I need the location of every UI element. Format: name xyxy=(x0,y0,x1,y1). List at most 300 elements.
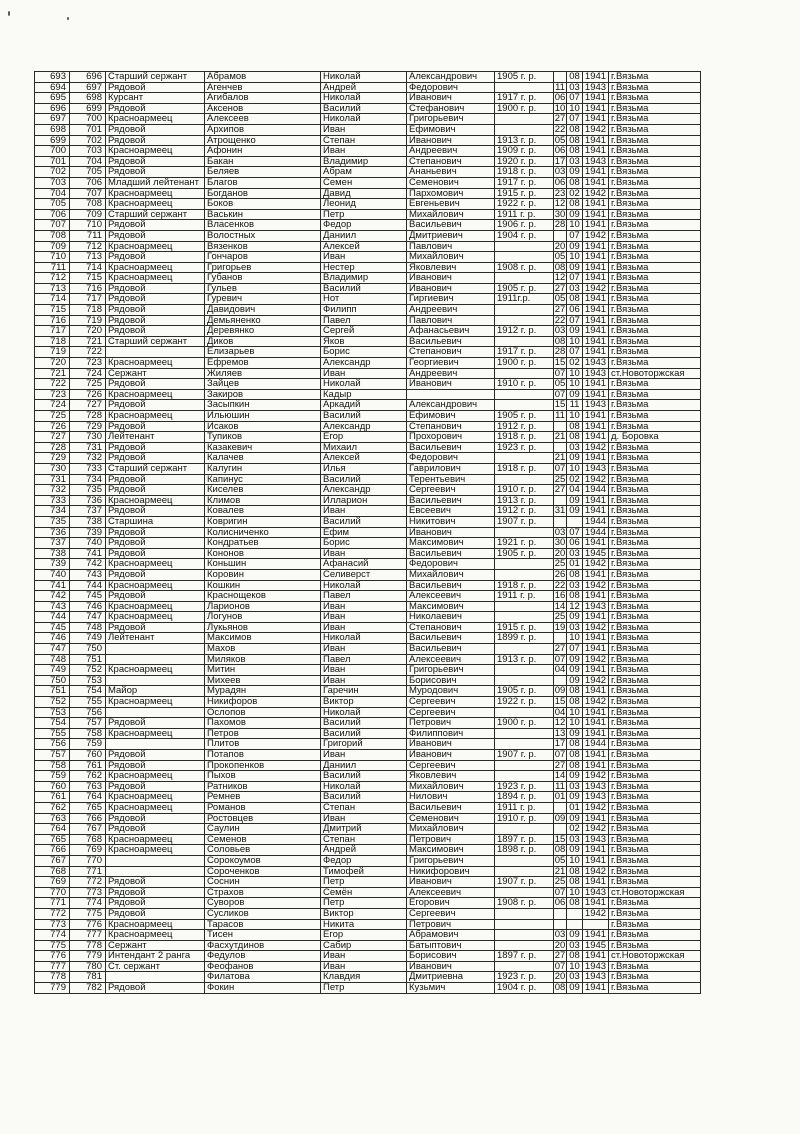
rank-cell: Рядовой xyxy=(106,326,205,337)
burial-place-cell: г.Вязьма xyxy=(609,389,701,400)
first-name-cell: Василий xyxy=(321,516,407,527)
surname-cell: Колисниченко xyxy=(205,527,321,538)
burial-register-table xyxy=(34,71,701,994)
table-row xyxy=(35,802,701,813)
surname-cell: Фокин xyxy=(205,983,321,994)
surname-cell: Ковалев xyxy=(205,506,321,517)
death-day-cell: 25 xyxy=(554,474,566,485)
list-number-cell: 709 xyxy=(70,209,106,220)
first-name-cell: Петр xyxy=(321,209,407,220)
table-row xyxy=(35,135,701,146)
surname-cell: Волостных xyxy=(205,230,321,241)
patronymic-cell: Гаврилович xyxy=(407,463,495,474)
table-row xyxy=(35,559,701,570)
record-number-cell: 731 xyxy=(35,474,70,485)
death-month-cell: 02 xyxy=(567,358,583,369)
death-year-cell: 1942 xyxy=(583,654,609,665)
burial-place-cell: г.Вязьма xyxy=(609,495,701,506)
surname-cell: Тупиков xyxy=(205,432,321,443)
surname-cell: Давидович xyxy=(205,305,321,316)
list-number-cell: 703 xyxy=(70,146,106,157)
surname-cell: Прокопенков xyxy=(205,760,321,771)
death-month-cell: 10 xyxy=(567,368,583,379)
surname-cell: Алексеев xyxy=(205,114,321,125)
death-year-cell: 1943 xyxy=(583,792,609,803)
death-day-cell: 04 xyxy=(554,707,566,718)
rank-cell xyxy=(106,739,205,750)
record-number-cell: 766 xyxy=(35,845,70,856)
death-month-cell: 03 xyxy=(567,283,583,294)
rank-cell: Рядовой xyxy=(106,877,205,888)
list-number-cell: 778 xyxy=(70,940,106,951)
birth-year-cell xyxy=(495,866,554,877)
death-day-cell: 17 xyxy=(554,156,566,167)
death-year-cell: 1941 xyxy=(583,199,609,210)
birth-year-cell: 1923 г. р. xyxy=(495,781,554,792)
burial-place-cell: г.Вязьма xyxy=(609,707,701,718)
surname-cell: Власенков xyxy=(205,220,321,231)
patronymic-cell: Павлович xyxy=(407,241,495,252)
rank-cell: Рядовой xyxy=(106,622,205,633)
record-number-cell: 740 xyxy=(35,569,70,580)
rank-cell xyxy=(106,972,205,983)
rank-cell: Красноармеец xyxy=(106,241,205,252)
patronymic-cell: Семенович xyxy=(407,177,495,188)
first-name-cell: Александр xyxy=(321,485,407,496)
table-row xyxy=(35,93,701,104)
table-row xyxy=(35,305,701,316)
death-year-cell: 1941 xyxy=(583,898,609,909)
burial-place-cell: г.Вязьма xyxy=(609,644,701,655)
list-number-cell: 762 xyxy=(70,771,106,782)
death-year-cell: 1941 xyxy=(583,336,609,347)
death-month-cell: 03 xyxy=(567,442,583,453)
death-month-cell: 02 xyxy=(567,188,583,199)
record-number-cell: 718 xyxy=(35,336,70,347)
table-row xyxy=(35,167,701,178)
death-day-cell: 07 xyxy=(554,887,566,898)
death-day-cell: 22 xyxy=(554,315,566,326)
birth-year-cell: 1912 г. р. xyxy=(495,421,554,432)
death-day-cell xyxy=(554,495,567,506)
death-month-cell: 01 xyxy=(567,802,583,813)
patronymic-cell: Федорович xyxy=(407,559,495,570)
first-name-cell: Андрей xyxy=(321,845,407,856)
birth-year-cell: 1911 г. р. xyxy=(495,591,554,602)
record-number-cell: 720 xyxy=(35,358,70,369)
death-day-cell: 25 xyxy=(554,558,566,570)
surname-cell: Гуревич xyxy=(205,294,321,305)
rank-cell: Рядовой xyxy=(106,167,205,178)
patronymic-cell: Абрамович xyxy=(407,930,495,941)
table-row xyxy=(35,930,701,941)
rank-cell: Красноармеец xyxy=(106,845,205,856)
death-year-cell: 1941 xyxy=(583,220,609,231)
death-day-cell: 28 xyxy=(554,346,566,358)
patronymic-cell: Иванович xyxy=(407,961,495,972)
rank-cell: Ст. сержант xyxy=(106,961,205,972)
list-number-cell: 715 xyxy=(70,273,106,284)
death-year-cell: 1941 xyxy=(583,538,609,549)
table-row xyxy=(35,760,701,771)
table-row xyxy=(35,569,701,580)
death-month-cell: 08 xyxy=(567,146,583,157)
list-number-cell: 730 xyxy=(70,432,106,443)
surname-cell: Романов xyxy=(205,802,321,813)
surname-cell: Митин xyxy=(205,665,321,676)
birth-year-cell xyxy=(495,559,554,570)
table-row xyxy=(35,485,701,496)
list-number-cell: 780 xyxy=(70,961,106,972)
burial-place-cell: ст.Новоторжская xyxy=(609,368,701,379)
rank-cell: Рядовой xyxy=(106,156,205,167)
death-day-cell: 11 xyxy=(555,82,565,93)
death-year-cell: 1941 xyxy=(583,209,609,220)
first-name-cell: Иван xyxy=(321,252,407,263)
birth-year-cell xyxy=(495,527,554,538)
burial-place-cell: г.Вязьма xyxy=(609,813,701,824)
table-row xyxy=(35,358,701,369)
list-number-cell: 772 xyxy=(70,877,106,888)
death-month-cell: 10 xyxy=(567,336,583,347)
table-row xyxy=(35,633,701,644)
list-number-cell: 698 xyxy=(70,93,106,104)
death-month-cell: 09 xyxy=(567,241,583,252)
list-number-cell: 739 xyxy=(70,527,106,538)
death-month-cell: 04 xyxy=(567,485,583,496)
list-number-cell: 732 xyxy=(70,453,106,464)
patronymic-cell: Иванович xyxy=(407,877,495,888)
record-number-cell: 723 xyxy=(35,389,70,400)
death-year-cell: 1941 xyxy=(583,389,609,400)
rank-cell: Рядовой xyxy=(106,813,205,824)
patronymic-cell: Петрович xyxy=(407,718,495,729)
patronymic-cell: Михайлович xyxy=(407,209,495,220)
patronymic-cell: Афанасьевич xyxy=(407,326,495,337)
birth-year-cell: 1913 г. р. xyxy=(495,135,554,146)
record-number-cell: 772 xyxy=(35,908,70,919)
birth-year-cell: 1912 г. р. xyxy=(495,506,554,517)
list-number-cell: 711 xyxy=(70,230,106,241)
surname-cell: Аксенов xyxy=(205,103,321,114)
birth-year-cell xyxy=(495,474,554,485)
first-name-cell: Афанасий xyxy=(321,559,407,570)
burial-place-cell: г.Вязьма xyxy=(609,855,701,866)
surname-cell: Архипов xyxy=(205,124,321,135)
table-row xyxy=(35,114,701,125)
burial-place-cell: ст.Новоторжская xyxy=(609,887,701,898)
first-name-cell: Петр xyxy=(321,877,407,888)
table-row xyxy=(35,718,701,729)
death-year-cell: 1942 xyxy=(583,622,609,633)
table-row xyxy=(35,622,701,633)
surname-cell: Губанов xyxy=(205,273,321,284)
first-name-cell: Василий xyxy=(321,283,407,294)
rank-cell: Красноармеец xyxy=(106,199,205,210)
surname-cell: Ослопов xyxy=(205,707,321,718)
first-name-cell: Иван xyxy=(321,548,407,559)
table-row xyxy=(35,940,701,951)
record-number-cell: 713 xyxy=(35,283,70,294)
record-number-cell: 703 xyxy=(35,177,70,188)
first-name-cell: Николай xyxy=(321,580,407,591)
death-month-cell xyxy=(567,919,583,930)
death-month-cell: 08 xyxy=(567,739,583,750)
death-day-cell: 07 xyxy=(554,749,566,760)
record-number-cell: 728 xyxy=(35,442,70,453)
first-name-cell: Иван xyxy=(321,612,407,623)
burial-place-cell: г.Вязьма xyxy=(609,781,701,792)
death-day-cell: 03 xyxy=(554,527,566,538)
patronymic-cell: Иванович xyxy=(407,739,495,750)
death-year-cell: 1941 xyxy=(583,506,609,517)
list-number-cell: 717 xyxy=(70,294,106,305)
list-number-cell: 742 xyxy=(70,559,106,570)
death-year-cell: 1941 xyxy=(583,411,609,422)
record-number-cell: 774 xyxy=(35,930,70,941)
death-day-cell: 07 xyxy=(554,654,566,665)
death-day-cell: 30 xyxy=(554,537,566,549)
list-number-cell: 748 xyxy=(70,622,106,633)
list-number-cell: 746 xyxy=(70,601,106,612)
death-year-cell: 1942 xyxy=(583,866,609,877)
death-year-cell: 1943 xyxy=(583,834,609,845)
birth-year-cell xyxy=(495,241,554,252)
table-row xyxy=(35,675,701,686)
record-number-cell: 757 xyxy=(35,750,70,761)
patronymic-cell: Степанович xyxy=(407,622,495,633)
table-row xyxy=(35,834,701,845)
table-row xyxy=(35,781,701,792)
birth-year-cell xyxy=(495,771,554,782)
death-month-cell: 10 xyxy=(567,379,583,390)
first-name-cell: Михаил xyxy=(321,442,407,453)
burial-place-cell: г.Вязьма xyxy=(609,739,701,750)
death-month-cell: 08 xyxy=(567,294,583,305)
list-number-cell: 720 xyxy=(70,326,106,337)
burial-place-cell: г.Вязьма xyxy=(609,665,701,676)
table-row xyxy=(35,379,701,390)
death-day-cell: 10 xyxy=(554,103,566,114)
death-year-cell: 1941 xyxy=(583,72,609,83)
death-year-cell: 1941 xyxy=(583,665,609,676)
rank-cell: Рядовой xyxy=(106,485,205,496)
death-day-cell: 16 xyxy=(554,590,566,602)
record-number-cell: 711 xyxy=(35,262,70,273)
first-name-cell: Василий xyxy=(321,103,407,114)
death-year-cell: 1942 xyxy=(583,283,609,294)
surname-cell: Михеев xyxy=(205,675,321,686)
patronymic-cell: Яковлевич xyxy=(407,262,495,273)
birth-year-cell: 1920 г. р. xyxy=(495,156,554,167)
burial-place-cell: г.Вязьма xyxy=(609,612,701,623)
patronymic-cell: Ананьевич xyxy=(407,167,495,178)
burial-place-cell: г.Вязьма xyxy=(609,167,701,178)
rank-cell: Рядовой xyxy=(106,887,205,898)
record-number-cell: 722 xyxy=(35,379,70,390)
death-month-cell: 09 xyxy=(567,495,583,506)
surname-cell: Федулов xyxy=(205,951,321,962)
list-number-cell: 713 xyxy=(70,252,106,263)
list-number-cell: 773 xyxy=(70,887,106,898)
death-year-cell: 1941 xyxy=(583,273,609,284)
list-number-cell: 729 xyxy=(70,421,106,432)
record-number-cell: 701 xyxy=(35,156,70,167)
death-year-cell: 1941 xyxy=(583,315,609,326)
list-number-cell: 743 xyxy=(70,569,106,580)
patronymic-cell: Сергеевич xyxy=(407,908,495,919)
patronymic-cell: Григорьевич xyxy=(407,114,495,125)
first-name-cell: Иван xyxy=(321,951,407,962)
death-year-cell: 1941 xyxy=(583,453,609,464)
surname-cell: Казакевич xyxy=(205,442,321,453)
death-month-cell: 09 xyxy=(567,453,583,464)
death-month-cell: 03 xyxy=(567,940,583,951)
record-number-cell: 712 xyxy=(35,273,70,284)
list-number-cell: 701 xyxy=(70,124,106,135)
list-number-cell: 719 xyxy=(70,315,106,326)
death-day-cell xyxy=(554,421,567,432)
death-day-cell: 03 xyxy=(554,325,566,337)
rank-cell: Рядовой xyxy=(106,453,205,464)
first-name-cell: Николай xyxy=(321,72,407,83)
death-month-cell: 10 xyxy=(567,887,583,898)
surname-cell: Гульев xyxy=(205,283,321,294)
death-month-cell: 06 xyxy=(567,305,583,316)
record-number-cell: 760 xyxy=(35,781,70,792)
burial-place-cell: г.Вязьма xyxy=(609,760,701,771)
burial-place-cell: г.Вязьма xyxy=(609,305,701,316)
table-row xyxy=(35,188,701,199)
table-row xyxy=(35,961,701,972)
burial-place-cell: г.Вязьма xyxy=(609,463,701,474)
death-month-cell: 10 xyxy=(567,411,583,422)
patronymic-cell: Андреевич xyxy=(407,146,495,157)
list-number-cell: 736 xyxy=(70,495,106,506)
list-number-cell: 767 xyxy=(70,824,106,835)
list-number-cell: 763 xyxy=(70,781,106,792)
rank-cell: Рядовой xyxy=(106,983,205,994)
surname-cell: Григорьев xyxy=(205,262,321,273)
death-month-cell: 10 xyxy=(567,220,583,231)
burial-place-cell: г.Вязьма xyxy=(609,336,701,347)
death-year-cell: 1944 xyxy=(583,516,609,527)
birth-year-cell xyxy=(495,707,554,718)
list-number-cell: 708 xyxy=(70,199,106,210)
rank-cell: Рядовой xyxy=(106,760,205,771)
surname-cell: Филатова xyxy=(205,972,321,983)
rank-cell: Рядовой xyxy=(106,220,205,231)
record-number-cell: 744 xyxy=(35,612,70,623)
first-name-cell: Иван xyxy=(321,124,407,135)
record-number-cell: 776 xyxy=(35,951,70,962)
burial-place-cell: г.Вязьма xyxy=(609,294,701,305)
first-name-cell: Абрам xyxy=(321,167,407,178)
list-number-cell: 716 xyxy=(70,283,106,294)
record-number-cell: 696 xyxy=(35,103,70,114)
table-row xyxy=(35,887,701,898)
first-name-cell: Николай xyxy=(321,633,407,644)
first-name-cell: Владимир xyxy=(321,273,407,284)
death-day-cell: 07 xyxy=(554,463,566,474)
first-name-cell: Иван xyxy=(321,644,407,655)
death-day-cell: 03 xyxy=(554,929,566,941)
burial-place-cell: г.Вязьма xyxy=(609,580,701,591)
birth-year-cell: 1906 г. р. xyxy=(495,220,554,231)
record-number-cell: 724 xyxy=(35,400,70,411)
burial-place-cell: г.Вязьма xyxy=(609,771,701,782)
surname-cell: Жиляев xyxy=(205,368,321,379)
first-name-cell: Павел xyxy=(321,315,407,326)
list-number-cell: 728 xyxy=(70,411,106,422)
table-row xyxy=(35,580,701,591)
first-name-cell: Федор xyxy=(321,855,407,866)
surname-cell: Вязенков xyxy=(205,241,321,252)
death-year-cell: 1942 xyxy=(583,188,609,199)
death-day-cell xyxy=(554,919,567,930)
death-day-cell xyxy=(554,908,567,919)
record-number-cell: 750 xyxy=(35,675,70,686)
burial-place-cell: г.Вязьма xyxy=(609,156,701,167)
birth-year-cell xyxy=(495,601,554,612)
record-number-cell: 725 xyxy=(35,411,70,422)
death-month-cell: 07 xyxy=(567,315,583,326)
burial-place-cell: г.Вязьма xyxy=(609,72,701,83)
surname-cell: Кононов xyxy=(205,548,321,559)
table-row xyxy=(35,326,701,337)
record-number-cell: 758 xyxy=(35,760,70,771)
death-year-cell: 1941 xyxy=(583,612,609,623)
first-name-cell: Николай xyxy=(321,707,407,718)
patronymic-cell: Павлович xyxy=(407,315,495,326)
death-month-cell: 02 xyxy=(567,824,583,835)
death-day-cell: 26 xyxy=(554,569,566,580)
birth-year-cell: 1897 г. р. xyxy=(495,834,554,845)
table-row xyxy=(35,209,701,220)
surname-cell: Демьяненко xyxy=(205,315,321,326)
first-name-cell: Иван xyxy=(321,601,407,612)
surname-cell: Ратников xyxy=(205,781,321,792)
death-month-cell: 10 xyxy=(567,463,583,474)
death-day-cell xyxy=(554,230,567,241)
first-name-cell: Василий xyxy=(321,771,407,782)
list-number-cell: 735 xyxy=(70,485,106,496)
list-number-cell: 697 xyxy=(70,82,106,93)
table-row xyxy=(35,665,701,676)
rank-cell: Младший лейтенант xyxy=(106,177,205,188)
death-month-cell: 10 xyxy=(567,252,583,263)
patronymic-cell: Борисович xyxy=(407,675,495,686)
death-year-cell: 1941 xyxy=(583,421,609,432)
death-year-cell: 1942 xyxy=(583,474,609,485)
list-number-cell: 699 xyxy=(70,103,106,114)
birth-year-cell: 1911г.р. xyxy=(495,294,554,305)
surname-cell: Краснощеков xyxy=(205,591,321,602)
death-year-cell: 1943 xyxy=(583,781,609,792)
table-row xyxy=(35,707,701,718)
birth-year-cell xyxy=(495,305,554,316)
death-day-cell: 06 xyxy=(554,177,566,188)
death-month-cell: 03 xyxy=(567,781,583,792)
record-number-cell: 714 xyxy=(35,294,70,305)
table-row xyxy=(35,400,701,411)
death-day-cell xyxy=(554,442,567,453)
birth-year-cell: 1907 г. р. xyxy=(495,750,554,761)
surname-cell: Сороченков xyxy=(205,866,321,877)
surname-cell: Ефремов xyxy=(205,358,321,369)
first-name-cell: Александр xyxy=(321,358,407,369)
rank-cell: Красноармеец xyxy=(106,188,205,199)
